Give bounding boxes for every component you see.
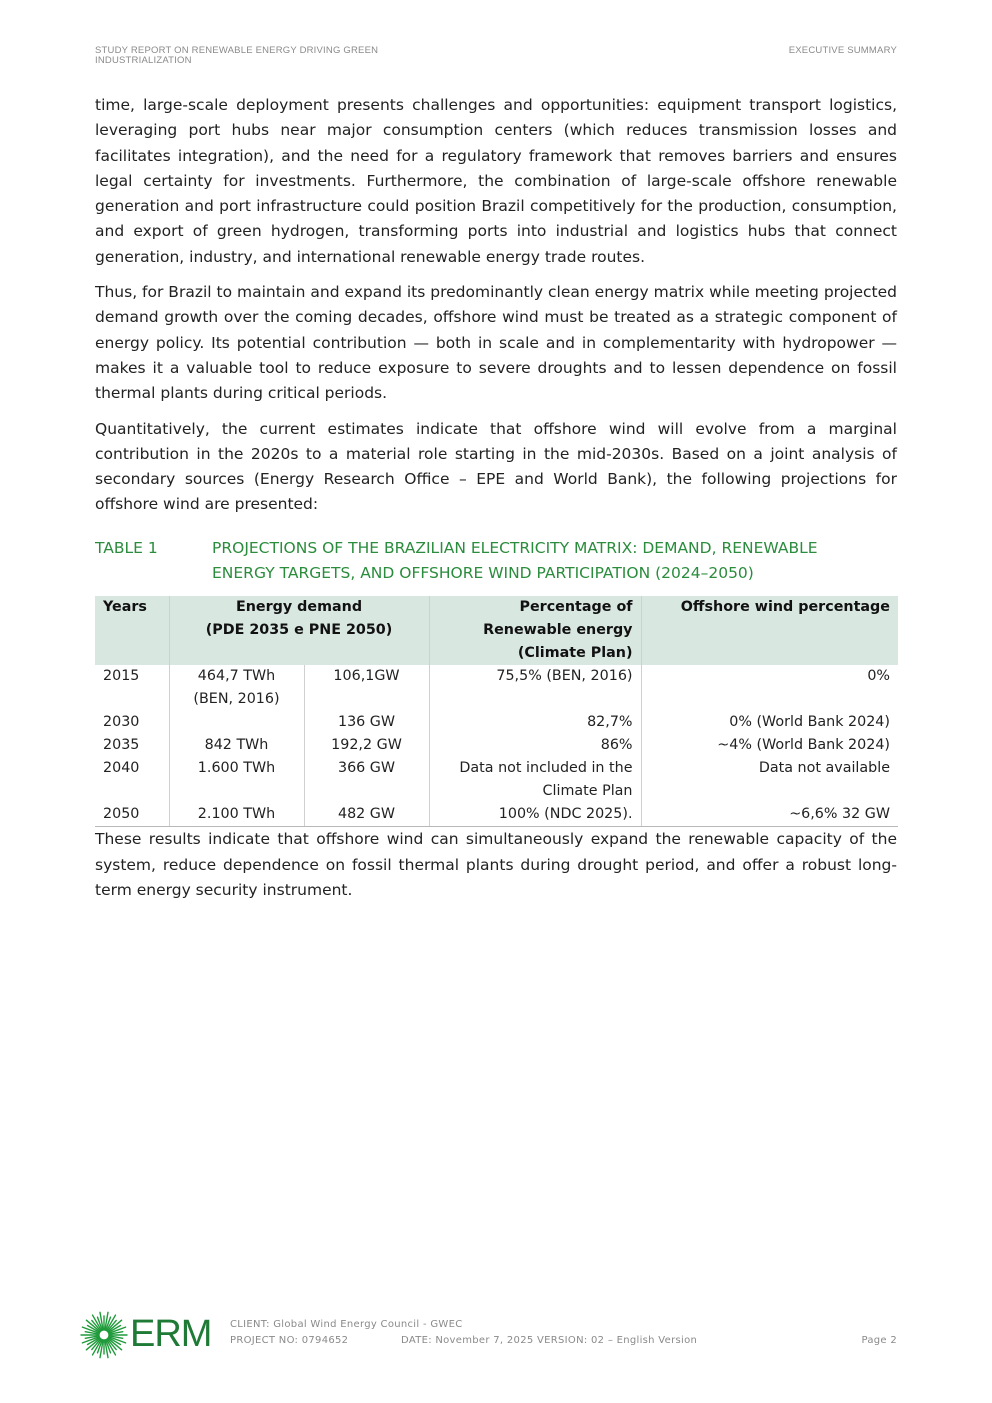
table-header-row bbox=[95, 596, 898, 665]
cell-demand-twh bbox=[169, 711, 304, 734]
table-row bbox=[95, 665, 898, 711]
cell-offshore: Data not available bbox=[758, 760, 890, 777]
cell-renewable: Data not included in the Climate Plan bbox=[429, 757, 641, 803]
header-offshore: Offshore wind percentage bbox=[641, 596, 898, 665]
cell-demand-twh: 842 TWh bbox=[169, 734, 304, 757]
table-row bbox=[95, 734, 898, 757]
cell-demand-gw: 366 GW bbox=[304, 757, 429, 803]
cell-demand-twh: 464,7 TWh (BEN, 2016) bbox=[169, 665, 304, 711]
header-renewable: Percentage of Renewable energy (Climate Plan) bbox=[429, 596, 641, 665]
cell-demand-twh: 1.600 TWh bbox=[169, 757, 304, 803]
header-section-title: EXECUTIVE SUMMARY bbox=[788, 45, 897, 56]
cell-year: 2035 bbox=[95, 734, 169, 757]
cell-renewable: 100% (NDC 2025). bbox=[429, 803, 641, 827]
cell-demand-twh: 2.100 TWh bbox=[169, 803, 304, 827]
header-report-title: STUDY REPORT ON RENEWABLE ENERGY DRIVING GREEN INDUSTRIALIZATION bbox=[95, 45, 379, 66]
cell-renewable: 86% bbox=[429, 734, 641, 757]
logo-wordmark: ERM bbox=[130, 1313, 212, 1355]
footer-client: CLIENT: Global Wind Energy Council - GWEC bbox=[230, 1319, 463, 1330]
paragraph-1: time, large-scale deployment presents challenges and opportunities: equipment transport logistics, leveraging port hubs near major consumption centers (which reduces transmission losses and facilitates integration), and the need for a regulatory framework that removes barriers and ensures legal certainty for investments. Furthermore, the combination of large-scale offshore renewable generation and port infrastructure could position Brazil competitively for the production, consumption, and export of green hydrogen, transforming ports into industrial and logistics hubs that connect generation, industry, and international renewable energy trade routes. bbox=[95, 96, 897, 266]
cell-year: 2040 bbox=[95, 757, 169, 803]
cell-offshore: 0% (World Bank 2024) bbox=[729, 714, 890, 731]
cell-year: 2015 bbox=[95, 665, 169, 711]
table-title: PROJECTIONS OF THE BRAZILIAN ELECTRICITY MATRIX: DEMAND, RENEWABLE ENERGY TARGETS, AND OFFSHORE WIND PARTICIPATION (2024–2050) bbox=[212, 538, 818, 583]
cell-demand-gw: 482 GW bbox=[304, 803, 429, 827]
page-footer bbox=[80, 1311, 897, 1361]
erm-sunburst-logo-icon bbox=[80, 1311, 128, 1359]
cell-demand-gw: 106,1GW bbox=[304, 665, 429, 711]
footer-date-version: DATE: November 7, 2025 VERSION: 02 – English Version bbox=[401, 1335, 698, 1346]
paragraph-3: Quantitatively, the current estimates indicate that offshore wind will evolve from a marginal contribution in the 2020s to a material role starting in the mid-2030s. Based on a joint analysis of secondary sources (Energy Research Office – EPE and World Bank), the following projections for offshore wind are presented: bbox=[95, 419, 897, 514]
cell-year: 2050 bbox=[95, 803, 169, 827]
table-number: TABLE 1 bbox=[95, 538, 158, 557]
cell-renewable: 82,7% bbox=[429, 711, 641, 734]
table-row bbox=[95, 757, 898, 803]
footer-project-number: PROJECT NO: 0794652 bbox=[230, 1335, 349, 1346]
projections-table bbox=[95, 596, 898, 827]
cell-demand-gw: 136 GW bbox=[304, 711, 429, 734]
cell-offshore: 0% bbox=[867, 668, 890, 685]
cell-offshore: ~4% (World Bank 2024) bbox=[717, 737, 890, 754]
page-content bbox=[95, 93, 897, 913]
closing-paragraph: These results indicate that offshore wind can simultaneously expand the renewable capacity of the system, reduce dependence on fossil thermal plants during drought period, and offer a robust long-term energy security instrument. bbox=[95, 830, 897, 899]
header-years: Years bbox=[95, 596, 169, 665]
erm-logo bbox=[80, 1311, 210, 1359]
table-row bbox=[95, 711, 898, 734]
table-caption bbox=[95, 536, 897, 587]
table-row bbox=[95, 803, 898, 827]
paragraph-2: Thus, for Brazil to maintain and expand its predominantly clean energy matrix while meeting projected demand growth over the coming decades, offshore wind must be treated as a strategic component of energy policy. Its potential contribution — both in scale and in complementarity with hydropower — makes it a valuable tool to reduce exposure to severe droughts and to lessen dependence on fossil thermal plants during critical periods. bbox=[95, 283, 897, 403]
cell-demand-gw: 192,2 GW bbox=[304, 734, 429, 757]
cell-offshore: ~6,6% 32 GW bbox=[641, 803, 898, 827]
footer-page-number: Page 2 bbox=[861, 1335, 897, 1346]
header-energy-demand: Energy demand (PDE 2035 e PNE 2050) bbox=[169, 596, 429, 665]
cell-renewable: 75,5% (BEN, 2016) bbox=[429, 665, 641, 711]
cell-year: 2030 bbox=[95, 711, 169, 734]
